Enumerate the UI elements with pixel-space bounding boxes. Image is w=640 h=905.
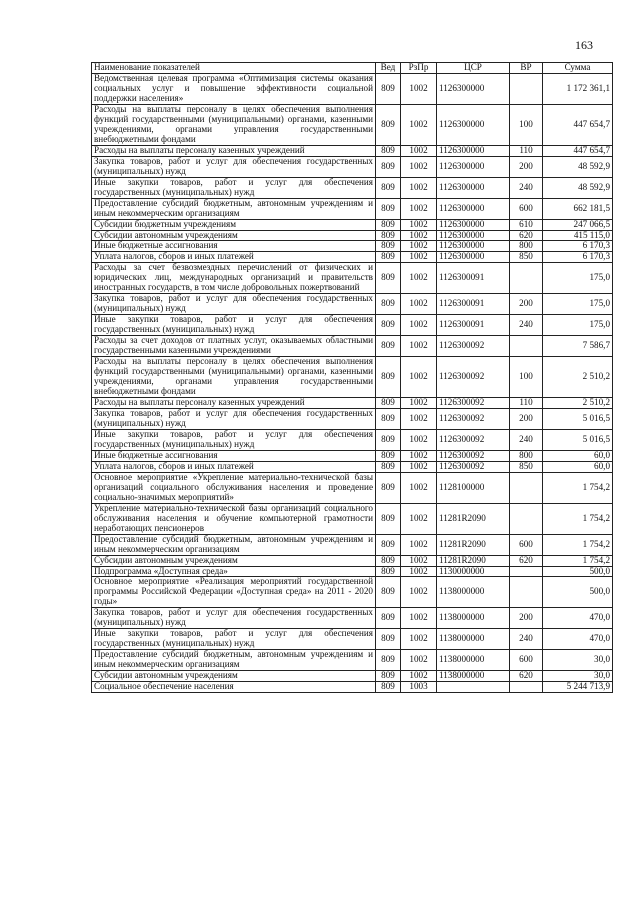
cell-csr: 1138000000: [437, 577, 510, 608]
table-row: [92, 503, 613, 534]
header-csr: ЦСР: [437, 63, 510, 74]
cell-sum: 247 066,5: [543, 219, 613, 230]
cell-rzpr: 1002: [401, 145, 437, 156]
cell-name: Субсидии автономным учреждениям: [92, 671, 376, 682]
cell-vr: 600: [510, 534, 543, 555]
cell-rzpr: 1002: [401, 104, 437, 145]
table-row: [92, 650, 613, 671]
table-row: [92, 230, 613, 241]
cell-sum: 60,0: [543, 461, 613, 472]
table-row: [92, 177, 613, 198]
cell-ved: 809: [376, 682, 401, 693]
cell-csr: 1126300000: [437, 252, 510, 263]
cell-name: Закупка товаров, работ и услуг для обеспечения государственных (муниципальных) нужд: [92, 408, 376, 429]
table-row: [92, 671, 613, 682]
cell-ved: 809: [376, 336, 401, 357]
cell-csr: 1126300000: [437, 241, 510, 252]
table-body: [92, 73, 613, 692]
table-row: [92, 104, 613, 145]
cell-name: Предоставление субсидий бюджетным, автономным учреждениям и иным некоммерческим организациям: [92, 198, 376, 219]
cell-rzpr: 1002: [401, 408, 437, 429]
cell-rzpr: 1002: [401, 534, 437, 555]
cell-name: Предоставление субсидий бюджетным, автономным учреждениям и иным некоммерческим организациям: [92, 534, 376, 555]
cell-name: Иные закупки товаров, работ и услуг для обеспечения государственных (муниципальных) нужд: [92, 315, 376, 336]
cell-sum: 60,0: [543, 450, 613, 461]
cell-ved: 809: [376, 252, 401, 263]
cell-rzpr: 1002: [401, 503, 437, 534]
cell-rzpr: 1002: [401, 429, 437, 450]
cell-ved: 809: [376, 429, 401, 450]
cell-name: Расходы на выплаты персоналу казенных учреждений: [92, 145, 376, 156]
cell-ved: 809: [376, 461, 401, 472]
cell-name: Уплата налогов, сборов и иных платежей: [92, 252, 376, 263]
table-row: [92, 608, 613, 629]
cell-vr: [510, 503, 543, 534]
table-row: [92, 429, 613, 450]
cell-sum: 30,0: [543, 671, 613, 682]
cell-sum: 1 754,2: [543, 555, 613, 566]
header-name: Наименование показателей: [92, 63, 376, 74]
table-row: [92, 534, 613, 555]
cell-ved: 809: [376, 450, 401, 461]
cell-name: Иные бюджетные ассигнования: [92, 450, 376, 461]
cell-vr: 620: [510, 230, 543, 241]
header-vr: ВР: [510, 63, 543, 74]
cell-ved: 809: [376, 73, 401, 104]
cell-vr: [510, 263, 543, 294]
cell-ved: 809: [376, 408, 401, 429]
cell-vr: 240: [510, 315, 543, 336]
cell-sum: 1 754,2: [543, 534, 613, 555]
cell-rzpr: 1002: [401, 671, 437, 682]
table-row: [92, 294, 613, 315]
cell-rzpr: 1002: [401, 461, 437, 472]
cell-name: Предоставление субсидий бюджетным, автономным учреждениям и иным некоммерческим организациям: [92, 650, 376, 671]
cell-rzpr: 1002: [401, 177, 437, 198]
cell-name: Подпрограмма «Доступная среда»: [92, 566, 376, 577]
cell-ved: 809: [376, 629, 401, 650]
cell-ved: 809: [376, 145, 401, 156]
table-row: [92, 219, 613, 230]
cell-sum: 415 115,0: [543, 230, 613, 241]
cell-csr: 11281R2090: [437, 555, 510, 566]
cell-ved: 809: [376, 503, 401, 534]
header-ved: Вед: [376, 63, 401, 74]
cell-name: Закупка товаров, работ и услуг для обеспечения государственных (муниципальных) нужд: [92, 294, 376, 315]
cell-name: Расходы за счет доходов от платных услуг, оказываемых областными государственными казенными учреждениями: [92, 336, 376, 357]
cell-vr: [510, 566, 543, 577]
cell-csr: 11281R2090: [437, 534, 510, 555]
cell-ved: 809: [376, 219, 401, 230]
cell-csr: 1126300092: [437, 429, 510, 450]
cell-ved: 809: [376, 577, 401, 608]
cell-rzpr: 1002: [401, 608, 437, 629]
cell-csr: 1126300000: [437, 219, 510, 230]
cell-ved: 809: [376, 198, 401, 219]
cell-name: Иные закупки товаров, работ и услуг для обеспечения государственных (муниципальных) нужд: [92, 177, 376, 198]
table-row: [92, 315, 613, 336]
cell-vr: 100: [510, 357, 543, 398]
cell-name: Субсидии бюджетным учреждениям: [92, 219, 376, 230]
cell-rzpr: 1002: [401, 252, 437, 263]
cell-rzpr: 1002: [401, 398, 437, 409]
cell-vr: 100: [510, 104, 543, 145]
cell-sum: 48 592,9: [543, 177, 613, 198]
cell-csr: 11281R2090: [437, 503, 510, 534]
cell-vr: 620: [510, 555, 543, 566]
cell-ved: 809: [376, 398, 401, 409]
cell-csr: 1126300000: [437, 198, 510, 219]
cell-vr: 110: [510, 398, 543, 409]
cell-name: Основное мероприятие «Реализация мероприятий государственной программы Российской Федерации «Доступная среда» на 2011 - 2020 годы»: [92, 577, 376, 608]
table-row: [92, 198, 613, 219]
cell-vr: 240: [510, 629, 543, 650]
cell-sum: 5 244 713,9: [543, 682, 613, 693]
cell-rzpr: 1002: [401, 577, 437, 608]
cell-vr: 610: [510, 219, 543, 230]
page-number: 163: [575, 38, 593, 52]
cell-name: Уплата налогов, сборов и иных платежей: [92, 461, 376, 472]
table-row: [92, 357, 613, 398]
cell-rzpr: 1003: [401, 682, 437, 693]
cell-name: Ведомственная целевая программа «Оптимизация системы оказания социальных услуг и повышение эффективности социальной поддержки населения»: [92, 73, 376, 104]
cell-rzpr: 1002: [401, 241, 437, 252]
cell-ved: 809: [376, 156, 401, 177]
cell-vr: 800: [510, 241, 543, 252]
table-row: [92, 408, 613, 429]
cell-csr: 1126300091: [437, 263, 510, 294]
cell-sum: 175,0: [543, 263, 613, 294]
cell-name: Основное мероприятие «Укрепление материально-технической базы организаций социального обслуживания населения и проведение социально-значимых мероприятий»: [92, 472, 376, 503]
table-row: [92, 73, 613, 104]
cell-sum: 5 016,5: [543, 429, 613, 450]
cell-csr: 1126300092: [437, 336, 510, 357]
table-row: [92, 241, 613, 252]
cell-name: Расходы на выплаты персоналу казенных учреждений: [92, 398, 376, 409]
cell-rzpr: 1002: [401, 219, 437, 230]
cell-rzpr: 1002: [401, 555, 437, 566]
table-row: [92, 450, 613, 461]
cell-rzpr: 1002: [401, 294, 437, 315]
cell-name: Закупка товаров, работ и услуг для обеспечения государственных (муниципальных) нужд: [92, 608, 376, 629]
cell-csr: 1126300000: [437, 177, 510, 198]
cell-sum: 470,0: [543, 629, 613, 650]
cell-rzpr: 1002: [401, 357, 437, 398]
cell-rzpr: 1002: [401, 73, 437, 104]
cell-sum: 500,0: [543, 566, 613, 577]
cell-name: Расходы за счет безвозмездных перечислений от физических и юридических лиц, международных организаций и правительств иностранных государств, в том числе добровольных пожертвований: [92, 263, 376, 294]
cell-vr: [510, 682, 543, 693]
cell-ved: 809: [376, 294, 401, 315]
cell-vr: [510, 336, 543, 357]
cell-sum: 470,0: [543, 608, 613, 629]
cell-name: Субсидии автономным учреждениям: [92, 555, 376, 566]
cell-rzpr: 1002: [401, 450, 437, 461]
cell-csr: 1130000000: [437, 566, 510, 577]
table-row: [92, 263, 613, 294]
cell-ved: 809: [376, 566, 401, 577]
cell-rzpr: 1002: [401, 156, 437, 177]
cell-csr: 1126300091: [437, 315, 510, 336]
table-row: [92, 555, 613, 566]
cell-csr: 1138000000: [437, 650, 510, 671]
cell-ved: 809: [376, 241, 401, 252]
cell-vr: 240: [510, 177, 543, 198]
cell-csr: 1126300092: [437, 357, 510, 398]
cell-rzpr: 1002: [401, 566, 437, 577]
table-row: [92, 252, 613, 263]
table-row: [92, 145, 613, 156]
cell-csr: 1126300000: [437, 104, 510, 145]
cell-sum: 1 754,2: [543, 472, 613, 503]
cell-name: Иные закупки товаров, работ и услуг для обеспечения государственных (муниципальных) нужд: [92, 429, 376, 450]
cell-name: Расходы на выплаты персоналу в целях обеспечения выполнения функций государственными (муниципальными) органами, казенными учреждениями, органами управления государственными внебюджетными фондами: [92, 104, 376, 145]
cell-vr: 850: [510, 461, 543, 472]
cell-sum: 7 586,7: [543, 336, 613, 357]
cell-sum: 662 181,5: [543, 198, 613, 219]
cell-sum: 1 754,2: [543, 503, 613, 534]
cell-csr: 1126300000: [437, 156, 510, 177]
cell-ved: 809: [376, 534, 401, 555]
cell-csr: [437, 682, 510, 693]
cell-rzpr: 1002: [401, 629, 437, 650]
cell-vr: 600: [510, 650, 543, 671]
cell-name: Иные закупки товаров, работ и услуг для обеспечения государственных (муниципальных) нужд: [92, 629, 376, 650]
cell-rzpr: 1002: [401, 650, 437, 671]
cell-sum: 48 592,9: [543, 156, 613, 177]
cell-csr: 1138000000: [437, 671, 510, 682]
cell-sum: 175,0: [543, 315, 613, 336]
cell-name: Субсидии автономным учреждениям: [92, 230, 376, 241]
cell-name: Закупка товаров, работ и услуг для обеспечения государственных (муниципальных) нужд: [92, 156, 376, 177]
cell-vr: 240: [510, 429, 543, 450]
cell-rzpr: 1002: [401, 315, 437, 336]
cell-csr: 1128100000: [437, 472, 510, 503]
cell-vr: 200: [510, 294, 543, 315]
cell-csr: 1126300092: [437, 408, 510, 429]
cell-ved: 809: [376, 315, 401, 336]
cell-sum: 447 654,7: [543, 145, 613, 156]
cell-sum: 5 016,5: [543, 408, 613, 429]
cell-ved: 809: [376, 608, 401, 629]
cell-rzpr: 1002: [401, 472, 437, 503]
cell-ved: 809: [376, 472, 401, 503]
table-row: [92, 398, 613, 409]
table-row: [92, 566, 613, 577]
cell-csr: 1126300092: [437, 398, 510, 409]
cell-rzpr: 1002: [401, 230, 437, 241]
cell-ved: 809: [376, 357, 401, 398]
cell-vr: 620: [510, 671, 543, 682]
cell-sum: 30,0: [543, 650, 613, 671]
table-row: [92, 472, 613, 503]
table-row: [92, 461, 613, 472]
cell-ved: 809: [376, 555, 401, 566]
header-rzpr: РзПр: [401, 63, 437, 74]
cell-vr: 200: [510, 156, 543, 177]
cell-ved: 809: [376, 263, 401, 294]
cell-vr: 200: [510, 408, 543, 429]
cell-csr: 1126300092: [437, 461, 510, 472]
cell-sum: 447 654,7: [543, 104, 613, 145]
cell-sum: 175,0: [543, 294, 613, 315]
cell-rzpr: 1002: [401, 263, 437, 294]
cell-vr: [510, 472, 543, 503]
cell-vr: [510, 73, 543, 104]
table-row: [92, 629, 613, 650]
cell-name: Укрепление материально-технической базы организаций социального обслуживания населения и обучение компьютерной грамотности неработающих пенсионеров: [92, 503, 376, 534]
cell-vr: 600: [510, 198, 543, 219]
cell-name: Расходы на выплаты персоналу в целях обеспечения выполнения функций государственными (муниципальными) органами, казенными учреждениями, органами управления государственными внебюджетными фондами: [92, 357, 376, 398]
table-row: [92, 577, 613, 608]
table-row: [92, 682, 613, 693]
cell-vr: 110: [510, 145, 543, 156]
cell-ved: 809: [376, 671, 401, 682]
budget-table: [91, 62, 613, 693]
cell-name: Социальное обеспечение населения: [92, 682, 376, 693]
cell-vr: 200: [510, 608, 543, 629]
cell-sum: 1 172 361,1: [543, 73, 613, 104]
header-sum: Сумма: [543, 63, 613, 74]
table-header-row: [92, 63, 613, 74]
cell-vr: 850: [510, 252, 543, 263]
cell-sum: 6 170,3: [543, 241, 613, 252]
cell-csr: 1126300091: [437, 294, 510, 315]
cell-csr: 1126300000: [437, 145, 510, 156]
cell-csr: 1138000000: [437, 608, 510, 629]
cell-vr: 800: [510, 450, 543, 461]
cell-ved: 809: [376, 230, 401, 241]
table-row: [92, 156, 613, 177]
cell-vr: [510, 577, 543, 608]
cell-sum: 6 170,3: [543, 252, 613, 263]
cell-rzpr: 1002: [401, 336, 437, 357]
cell-csr: 1138000000: [437, 629, 510, 650]
cell-sum: 2 510,2: [543, 398, 613, 409]
cell-name: Иные бюджетные ассигнования: [92, 241, 376, 252]
table-row: [92, 336, 613, 357]
cell-csr: 1126300000: [437, 230, 510, 241]
cell-rzpr: 1002: [401, 198, 437, 219]
cell-sum: 2 510,2: [543, 357, 613, 398]
cell-ved: 809: [376, 104, 401, 145]
cell-sum: 500,0: [543, 577, 613, 608]
cell-csr: 1126300092: [437, 450, 510, 461]
cell-ved: 809: [376, 650, 401, 671]
cell-csr: 1126300000: [437, 73, 510, 104]
cell-ved: 809: [376, 177, 401, 198]
